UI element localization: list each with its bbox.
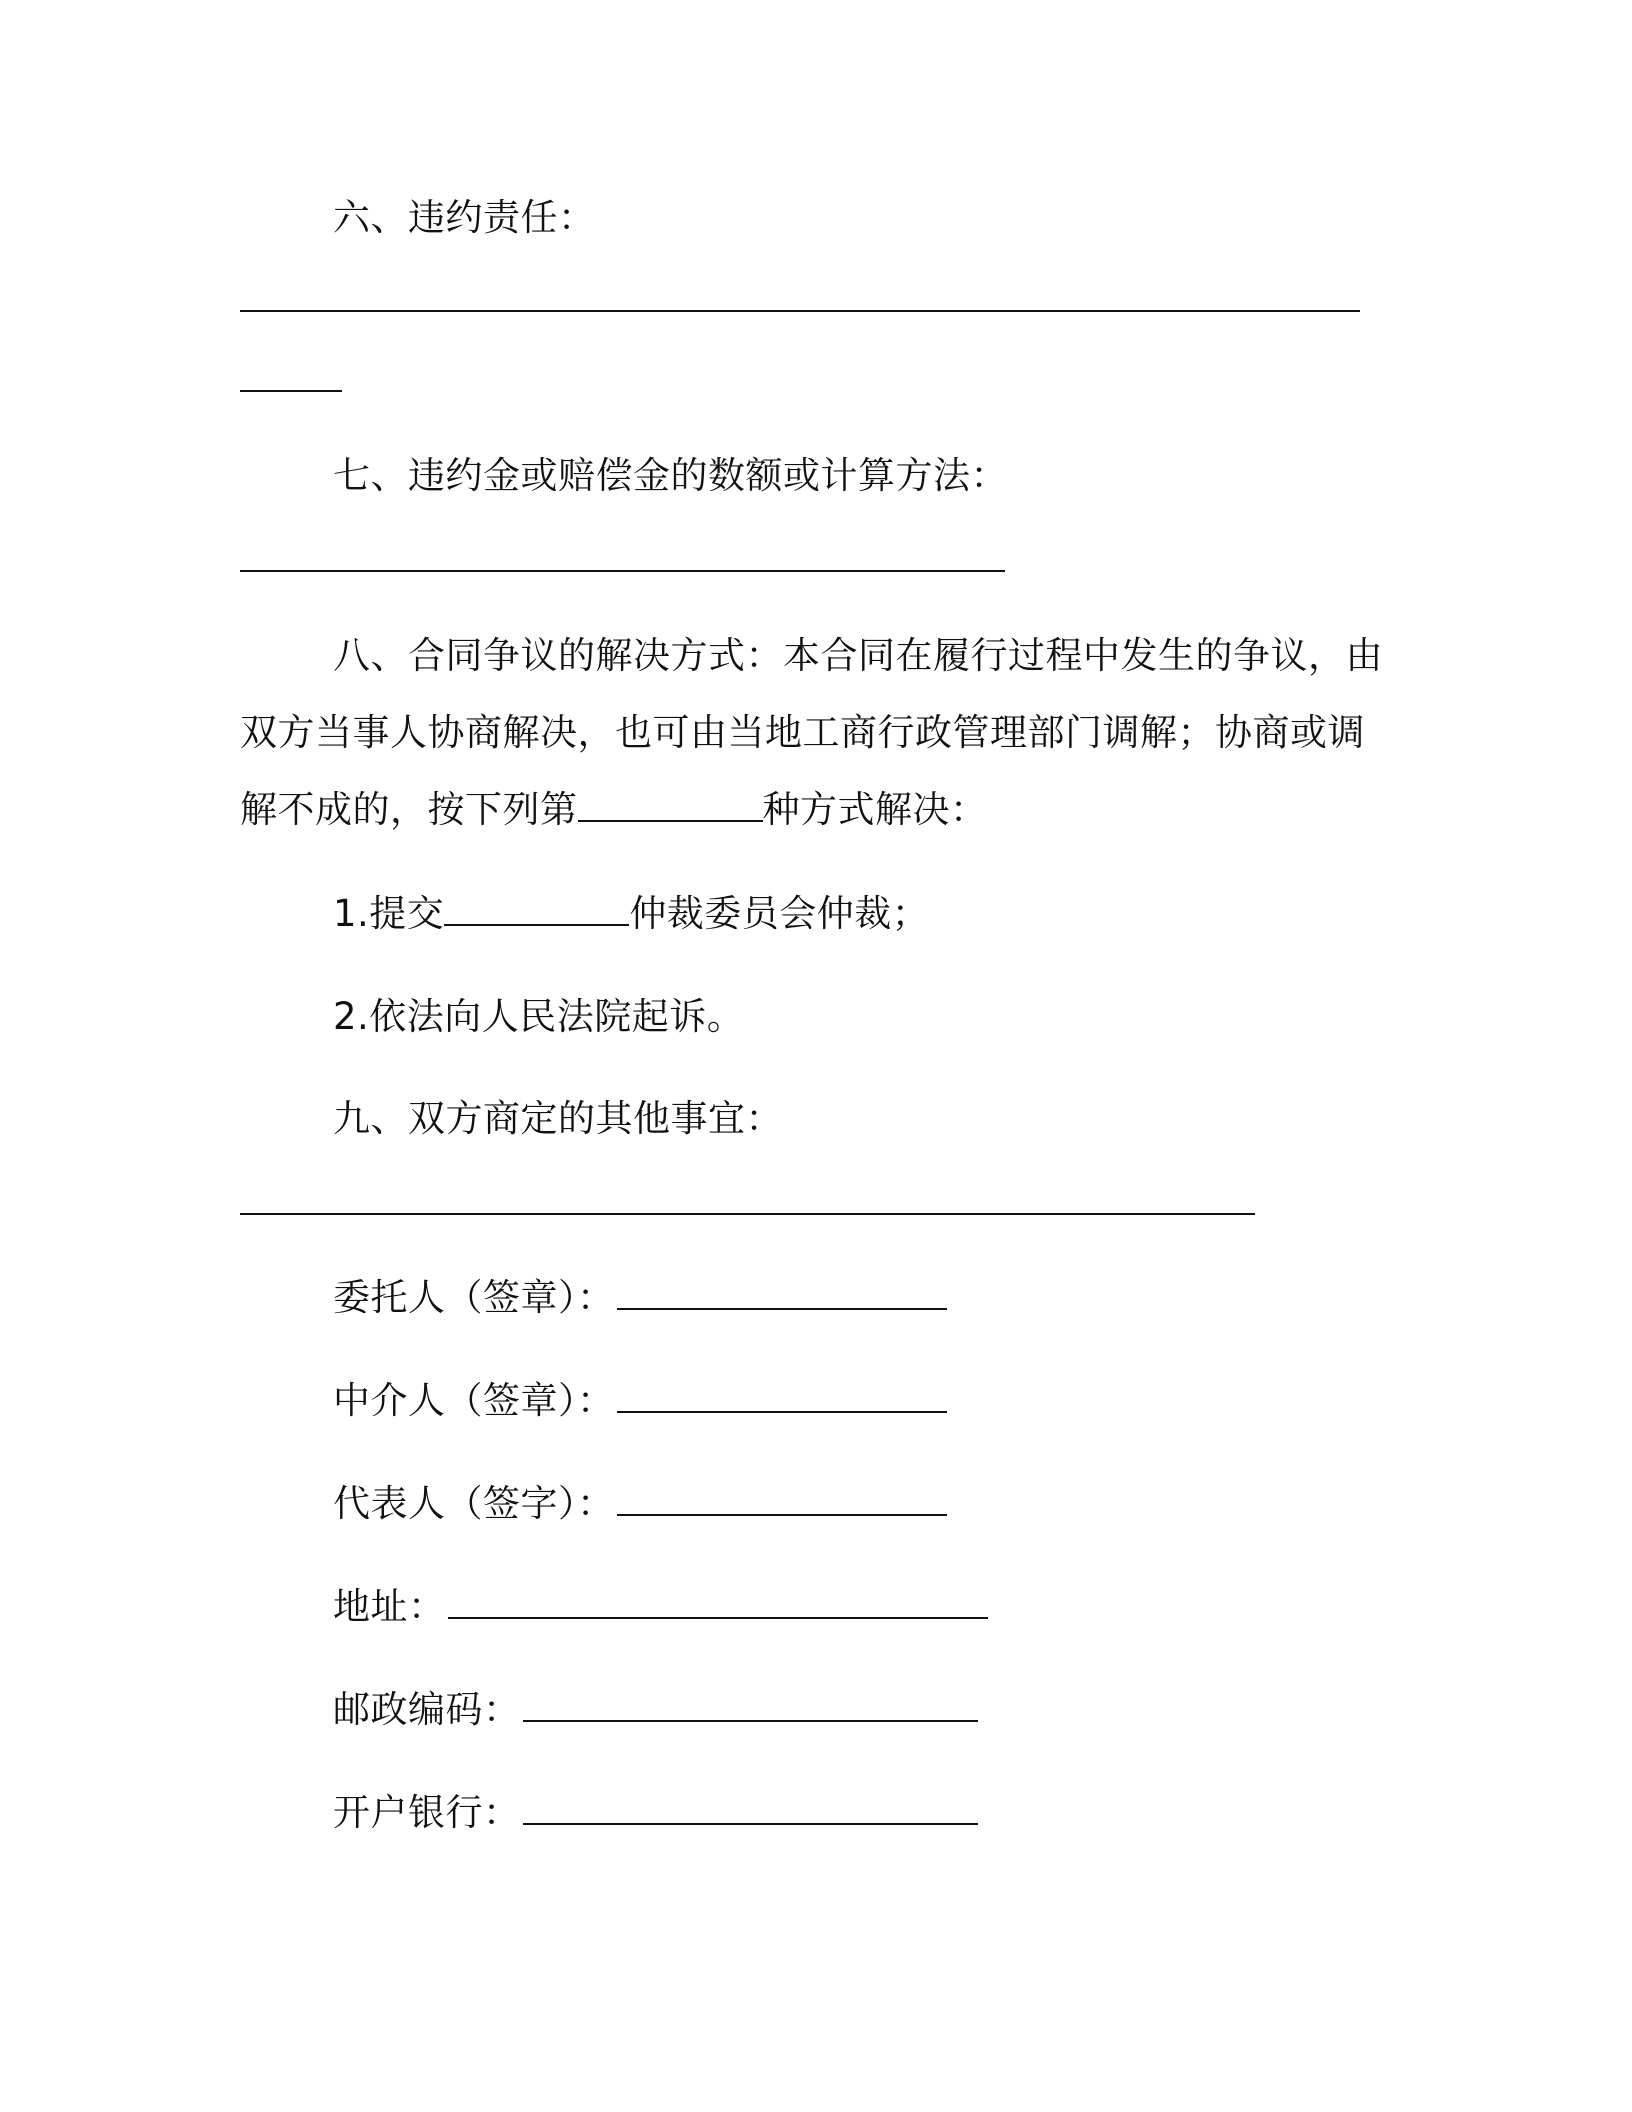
client-signature-blank[interactable] <box>617 1278 947 1310</box>
method-number-blank[interactable] <box>578 790 763 822</box>
section-8-option-2-text: 2.依法向人民法院起诉。 <box>333 995 745 1038</box>
postal-code-label: 邮政编码： <box>333 1688 521 1731</box>
bank-blank[interactable] <box>523 1793 978 1825</box>
section-8-line-2 <box>240 707 1365 759</box>
section-8-line-3-after: 种方式解决： <box>762 788 988 831</box>
section-8-line-3-before: 解不成的，按下列第 <box>240 788 578 831</box>
postal-code-blank[interactable] <box>523 1690 978 1722</box>
agent-signature-blank[interactable] <box>617 1381 947 1413</box>
bank-row <box>333 1787 978 1839</box>
section-7-fill-line <box>240 570 1005 572</box>
section-6-fill-line-2 <box>240 390 342 392</box>
section-6-heading <box>333 192 596 244</box>
agent-signature-label: 中介人（签章）： <box>333 1379 615 1422</box>
client-signature-row <box>333 1272 947 1324</box>
address-row <box>333 1581 988 1633</box>
section-8-line-1 <box>333 630 1383 682</box>
section-8-option-1 <box>333 888 929 940</box>
section-9-heading <box>333 1093 783 1145</box>
agent-signature-row <box>333 1375 947 1427</box>
address-label: 地址： <box>333 1585 446 1628</box>
section-7-heading <box>333 450 1008 502</box>
section-8-option-1-after: 仲裁委员会仲裁； <box>629 892 930 935</box>
section-8-option-2 <box>333 991 744 1043</box>
representative-signature-label: 代表人（签字）： <box>333 1482 615 1525</box>
section-6-heading-text: 六、违约责任： <box>333 196 596 239</box>
address-blank[interactable] <box>448 1587 988 1619</box>
postal-code-row <box>333 1684 978 1736</box>
section-6-fill-line-1 <box>240 310 1360 312</box>
section-7-heading-text: 七、违约金或赔偿金的数额或计算方法： <box>333 454 1008 497</box>
client-signature-label: 委托人（签章）： <box>333 1276 615 1319</box>
section-9-fill-line <box>240 1213 1255 1215</box>
representative-signature-row <box>333 1478 947 1530</box>
section-8-line-3 <box>240 784 988 836</box>
bank-label: 开户银行： <box>333 1791 521 1834</box>
section-8-option-1-before: 1.提交 <box>333 892 445 935</box>
section-8-line-1-text: 八、合同争议的解决方式：本合同在履行过程中发生的争议，由 <box>333 634 1383 677</box>
arbitration-commission-blank[interactable] <box>444 894 629 926</box>
section-9-heading-text: 九、双方商定的其他事宜： <box>333 1097 783 1140</box>
section-8-line-2-text: 双方当事人协商解决，也可由当地工商行政管理部门调解；协商或调 <box>240 711 1365 754</box>
representative-signature-blank[interactable] <box>617 1484 947 1516</box>
